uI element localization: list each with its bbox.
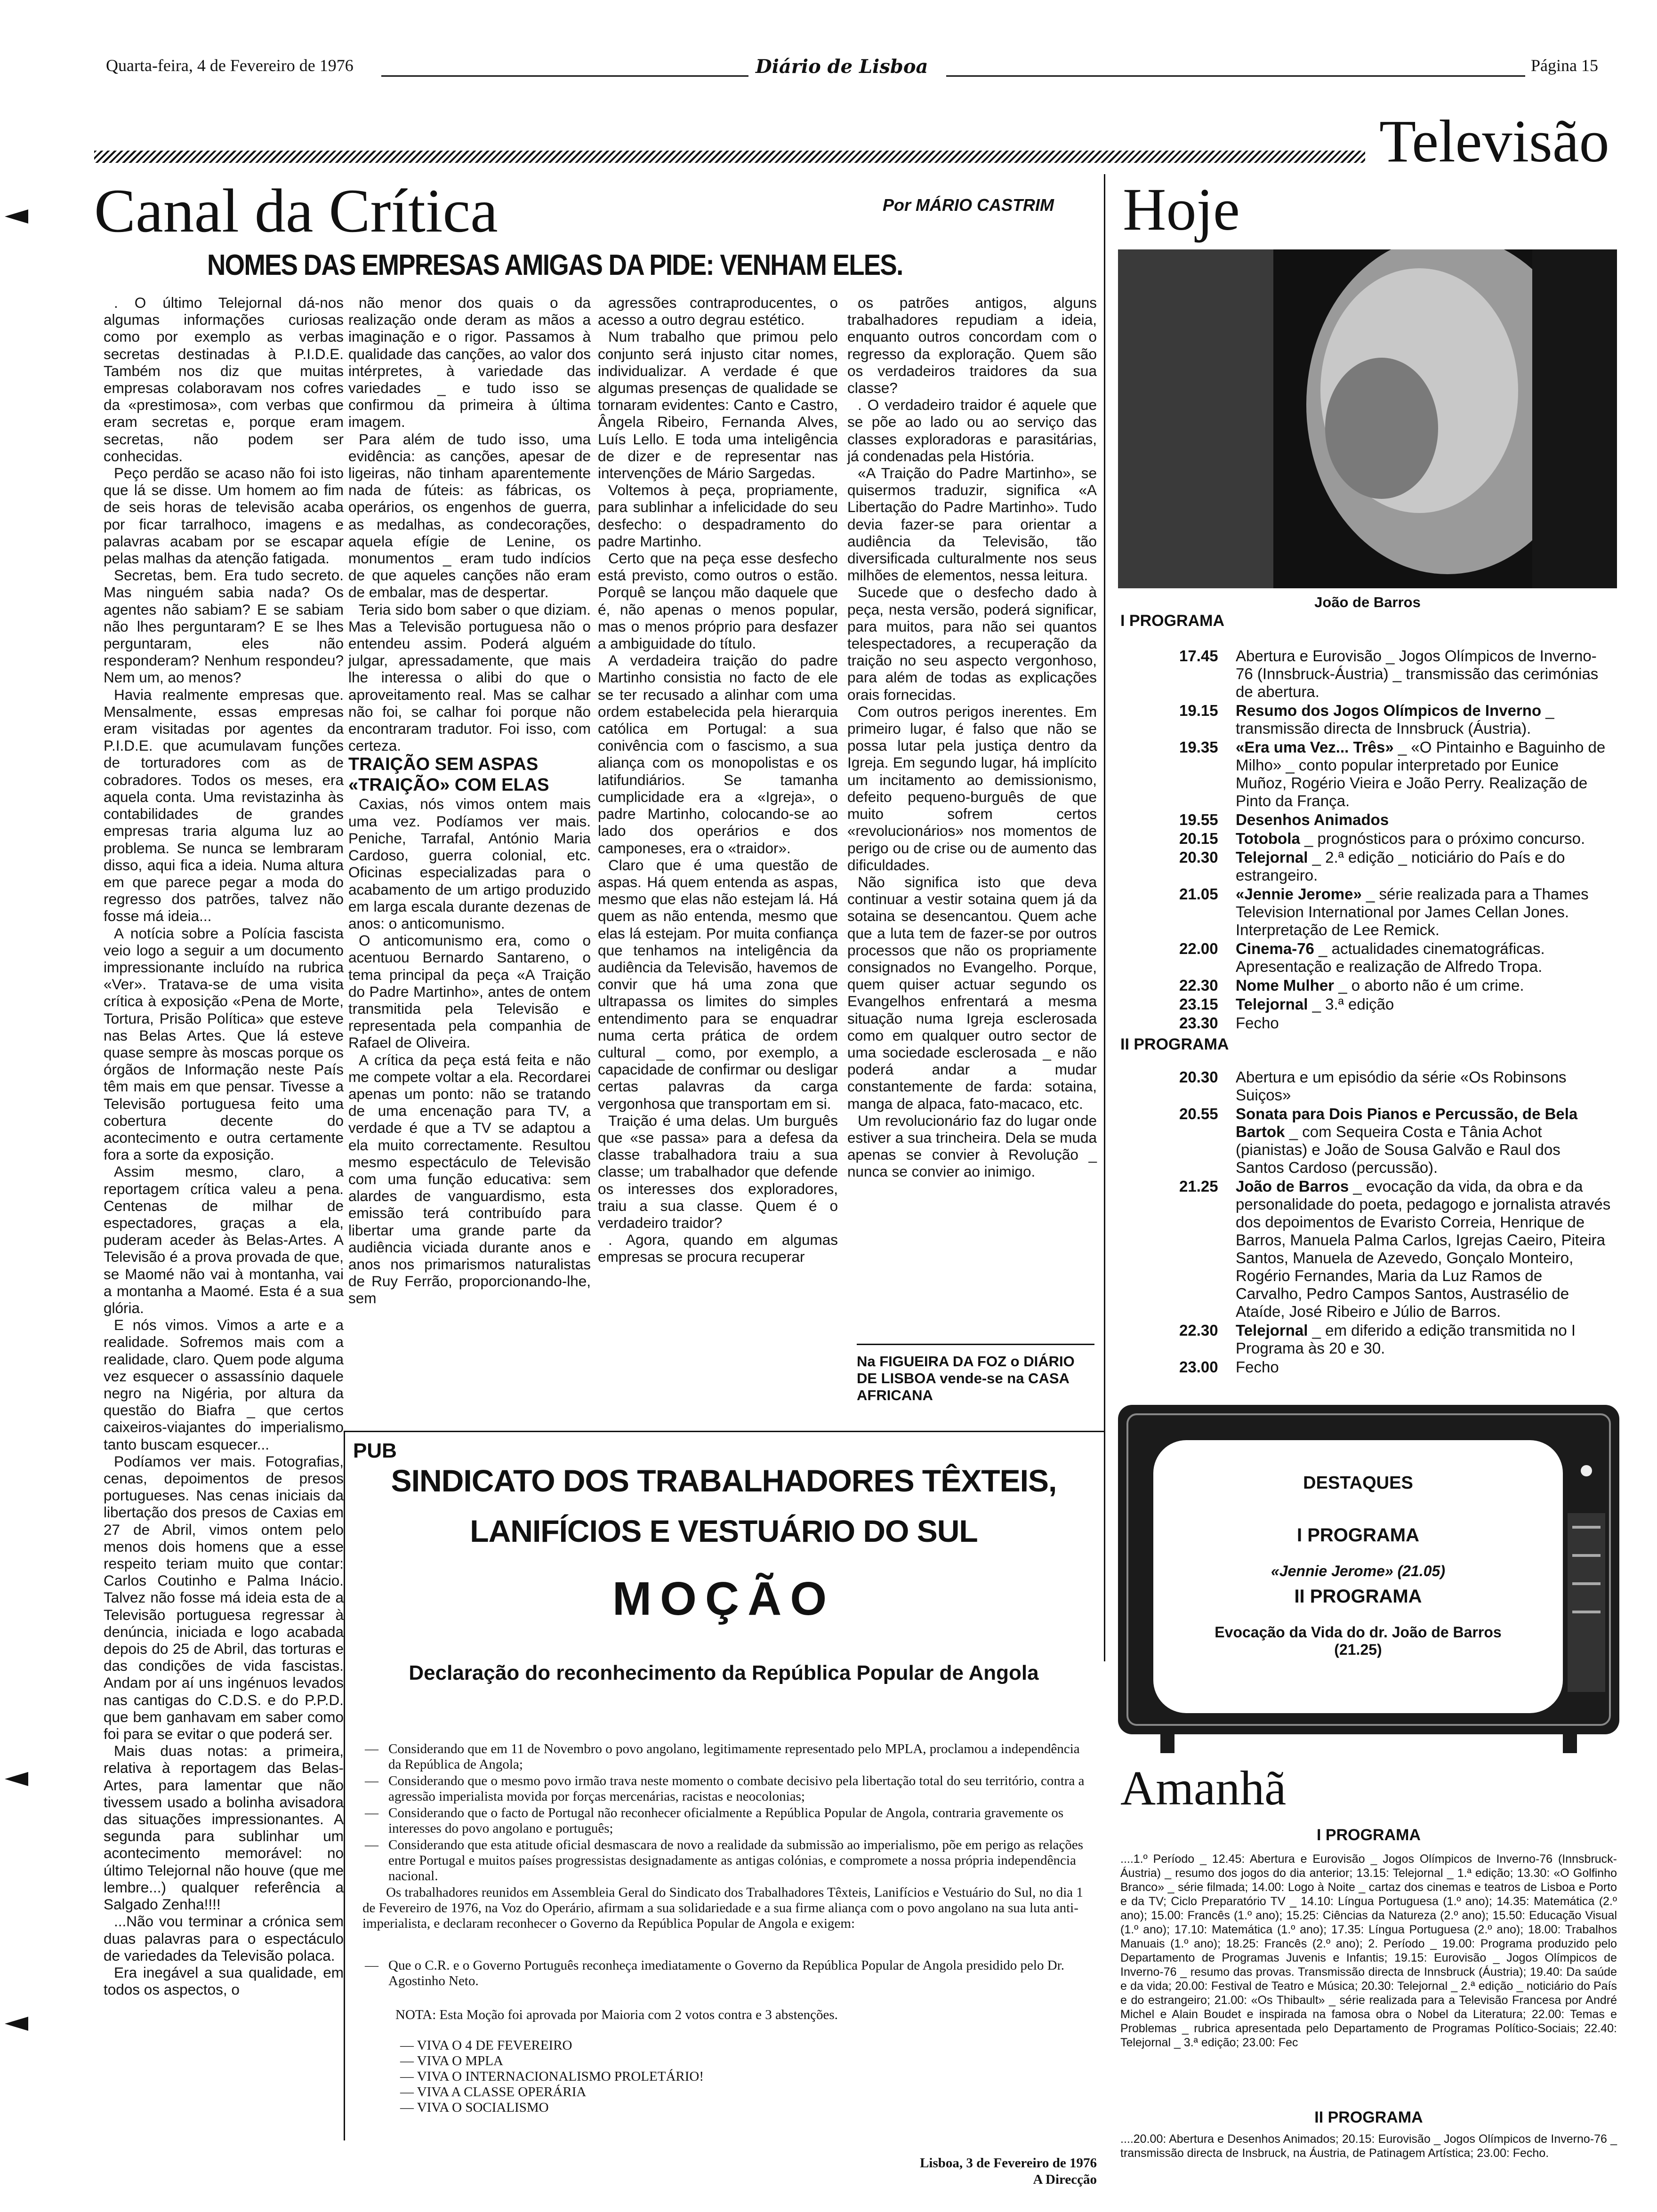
- article-col-4: [847, 294, 1097, 1180]
- paragraph: Sucede que o desfecho dado à peça, nesta versão, poderá significar, para muitos, para não sei quantos telespectadores, a recuperação da traição no seu aspecto vergonhoso, para além de todas as explicações orais fornecidas.: [847, 584, 1097, 703]
- paragraph: agressões contraproducentes, o acesso a outro degrau estético.: [598, 294, 838, 329]
- edge-mark-icon: [5, 207, 33, 226]
- highlights-title: DESTAQUES: [1303, 1473, 1413, 1493]
- header-rule-right: [946, 75, 1525, 77]
- schedule-description: [1236, 1068, 1612, 1104]
- paragraph: . Agora, quando em algumas empresas se procura recuperar: [598, 1231, 838, 1266]
- pub-signoff-date: Lisboa, 3 de Fevereiro de 1976: [920, 2156, 1097, 2171]
- notice-rule: [857, 1344, 1094, 1345]
- subheading: TRAIÇÃO SEM ASPAS «TRAIÇÃO» COM ELAS: [348, 754, 549, 795]
- schedule-description: [1236, 885, 1612, 939]
- list-item: — Considerando que esta atitude oficial desmascara de novo a realidade da submissão ao imperialismo, põe em perigo as relações entre Portugal e muitos países progressistas designadamente as antigas colónias, e compromete a nossa própria independência nacional.: [365, 1837, 1084, 1883]
- tomorrow-prog2-text: ....20.00: Abertura e Desenhos Animados; 20.15: Eurovisão _ Jogos Olímpicos de Inverno-76 _ transmissão directa de Insbruck, na Áustria, de Patinagem Artística; 23.00: Fecho.: [1120, 2132, 1617, 2160]
- schedule-row: [1179, 702, 1612, 737]
- programme-name: Telejornal: [1236, 1322, 1308, 1339]
- schedule-row: [1179, 830, 1612, 848]
- paragraph: Não significa isto que deva continuar a vestir sotaina quem já da sotaina se desencantou. Quem ache que a luta tem de fazer-se por outros processos que não os propriamente consignados no Evangelho. Porque, quem quiser actuar segundo os Evangelhos enfrentará a mesma situação numa Igreja esclerosada como em qualquer outro sector de uma sociedade esclerosada _ e não poderá andar a mudar constantemente de farda: sotaina, manga de alpaca, fato-macaco, etc.: [847, 873, 1097, 1112]
- programme-details: _ 2.ª edição _ noticiário do País e do estrangeiro.: [1236, 849, 1565, 884]
- programme-details: _ «O Pintainho e Baguinho de Milho» _ conto popular interpretado por Eunice Muñoz, Rogério Vieira e João Perry. Realização de Pinto da França.: [1236, 738, 1606, 809]
- paragraph: A crítica da peça está feita e não me compete voltar a ela. Recordarei apenas um ponto: não se tratando de uma encenação para TV, a verdade é que a TV se adaptou a ela muito correctamente. Resultou mesmo espectáculo de Televisão com uma função educativa: sem alardes de vanguardismo, esta emissão terá contribuído para libertar uma grande parte da audiência viciada durante anos e anos nos primarismos naturalistas de Ruy Ferrão, proporcionando-lhe, sem: [348, 1051, 591, 1307]
- prog1-schedule: [1179, 647, 1612, 1033]
- list-item: — VIVA O 4 DE FEVEREIRO: [400, 2038, 572, 2053]
- schedule-description: [1236, 1014, 1612, 1032]
- paragraph: Teria sido bom saber o que diziam. Mas a Televisão portuguesa não o entendeu assim. Poderá alguém julgar, apressadamente, que mais lhe interessa o alibi do que o aproveitamento real. Mas se calhar não foi, se calhar foi porque não encontraram tradutor. Foi isso, com certeza.: [348, 601, 591, 754]
- tomorrow-prog1-heading: I PROGRAMA: [1317, 1826, 1421, 1844]
- programme-details: Fecho: [1236, 1358, 1279, 1376]
- tv-set-illustration: [1118, 1405, 1619, 1753]
- programme-name: Telejornal: [1236, 849, 1308, 866]
- programme-details: _ em diferido a edição transmitida no I Programa às 20 e 30.: [1236, 1322, 1576, 1357]
- article-col-1: [104, 294, 344, 1998]
- schedule-row: [1179, 885, 1612, 939]
- paragraph: Com outros perigos inerentes. Em primeiro lugar, é falso que não se possa lutar pela justiça dentro da Igreja. Em segundo lugar, há implícito um incitamento ao demissionismo, defeito pequeno-burguês de que muito sofrem certos «revolucionários» nos momentos de perigo ou de crise ou de aumento das dificuldades.: [847, 703, 1097, 874]
- schedule-time: 20.15: [1179, 830, 1218, 847]
- programme-name: Cinema-76: [1236, 940, 1314, 957]
- headline: NOMES DAS EMPRESAS AMIGAS DA PIDE: VENHAM ELES.: [207, 249, 903, 281]
- highlights-prog1-item: «Jennie Jerome» (21.05): [1271, 1563, 1445, 1579]
- programme-details: Fecho: [1236, 1014, 1279, 1032]
- programme-name: Telejornal: [1236, 995, 1308, 1013]
- paragraph: Traição é uma delas. Um burguês que «se passa» para a defesa da classe trabalhadora traiu a sua classe; um trabalhador que defende os interesses dos exploradores, traiu a sua classe. Quem é o verdadeiro traidor?: [598, 1112, 838, 1231]
- schedule-description: [1236, 738, 1612, 810]
- page-number: Página 15: [1531, 56, 1598, 75]
- paragraph: O anticomunismo era, como o acentuou Bernardo Santareno, o tema principal da peça «A Traição do Padre Martinho», antes de ontem transmitida pela Televisão e representada pela companhia de Rafael de Oliveira.: [348, 932, 591, 1051]
- paragraph: E nós vimos. Vimos a arte e a realidade. Sofremos mais com a realidade, claro. Quem pode alguma vez esquecer o assassínio daquele negro na Nigéria, por altura da questão do Biafra _ que certos caixeiros-viajantes do imperialismo tanto buscam esquecer...: [104, 1316, 344, 1453]
- programme-details: _ prognósticos para o próximo concurso.: [1300, 830, 1585, 847]
- notice: Na FIGUEIRA DA FOZ o DIÁRIO DE LISBOA vende-se na CASA AFRICANA: [857, 1353, 1075, 1403]
- programme-name: Desenhos Animados: [1236, 811, 1389, 828]
- paragraph: Havia realmente empresas que. Mensalmente, essas empresas eram visitadas por agentes da P.I.D.E. que acumulavam funções de torturadores com as de cobradores. Todos os meses, era aquela conta. Uma revistazinha às contabilidades de grandes empresas traria alguma luz ao problema. Se nunca se lembraram disso, aqui fica a ideia. Numa altura em que parece pegar a moda do regresso dos patrões, talvez não fosse má ideia...: [104, 686, 344, 925]
- pub-vivas: [400, 2038, 965, 2116]
- photo-caption: João de Barros: [1314, 594, 1421, 610]
- article-col-3: [598, 294, 838, 1266]
- paragraph: não menor dos quais o da realização onde deram as mãos a imaginação e o rigor. Passamos à qualidade das canções, ao valor dos intérpretes, à variedade das variedades _ e tudo isso se confirmou da primeira à última imagem.: [348, 294, 591, 431]
- schedule-row: [1179, 995, 1612, 1013]
- paragraph: os patrões antigos, alguns trabalhadores repudiam a ideia, enquanto outros concordam com o regresso da exploração. Quem são os verdadeiros traidores da sua classe?: [847, 294, 1097, 397]
- prog1-heading: I PROGRAMA: [1120, 612, 1224, 630]
- paragraph: Caxias, nós vimos ontem mais uma vez. Podíamos ver mais. Peniche, Tarrafal, António Maria Cardoso, guerra colonial, etc. Oficinas especializadas para o acabamento de um artigo produzido em larga escala durante dezenas de anos: o anticomunismo.: [348, 795, 591, 932]
- schedule-row: [1179, 1358, 1612, 1376]
- programme-name: Totobola: [1236, 830, 1300, 847]
- schedule-description: [1236, 1322, 1612, 1357]
- edge-mark-icon: [5, 2014, 33, 2033]
- pub-org-line2: LANIFÍCIOS E VESTUÁRIO DO SUL: [470, 1514, 978, 1548]
- schedule-description: [1236, 1105, 1612, 1177]
- paragraph: Assim mesmo, claro, a reportagem crítica valeu a pena. Centenas de milhar de espectadores, graças a ela, puderam aceder às Belas-Artes. A Televisão é a prova provada de que, se Maomé não vai à montanha, vai a montanha a Maomé. Esta é a sua glória.: [104, 1163, 344, 1316]
- schedule-description: [1236, 940, 1612, 976]
- paragraph: Peço perdão se acaso não foi isto que lá se disse. Um homem ao fim de seis horas de televisão acaba por ficar tarralhoco, imagens e palavras acabam por se escapar pelas malhas da atenção fatigada.: [104, 465, 344, 567]
- tomorrow-heading: Amanhã: [1120, 1761, 1287, 1815]
- schedule-time: 22.30: [1179, 1322, 1218, 1339]
- schedule-time: 23.00: [1179, 1358, 1218, 1376]
- paragraph: Voltemos à peça, propriamente, para sublinhar a infelicidade do seu desfecho: o despadramento do padre Martinho.: [598, 481, 838, 550]
- decorative-hatch-band: [94, 151, 1365, 163]
- schedule-time: 20.30: [1179, 1068, 1218, 1086]
- schedule-time: 19.15: [1179, 702, 1218, 719]
- pub-demand: — Que o C.R. e o Governo Português reconheça imediatamente o Governo da República Popular de Angola presidido pelo Dr. Agostinho Neto.: [365, 1958, 1064, 1988]
- pub-org-line1: SINDICATO DOS TRABALHADORES TÊXTEIS,: [391, 1463, 1057, 1498]
- column-title: Canal da Crítica: [94, 176, 498, 245]
- schedule-row: [1179, 1105, 1612, 1177]
- paragraph: Num trabalho que primou pelo conjunto será injusto citar nomes, individualizar. A verdade é que algumas presenças de qualidade se tornaram evidentes: Canto e Castro, Ângela Ribeiro, Fernanda Alves, Luís Lello. E toda uma inteligência de dizer e de representar nas intervenções de Mário Sargedas.: [598, 328, 838, 482]
- paragraph: Podíamos ver mais. Fotografias, cenas, depoimentos de presos portugueses. Nas cenas iniciais da libertação dos presos de Caxias em 27 de Abril, vimos ontem pelo menos dois homens que a esse respeito teriam muito que contar: Carlos Coutinho e Palma Inácio. Talvez não fosse má ideia esta de a Televisão portuguesa regressar à denúncia, iniciada e logo acabada depois do 25 de Abril, das torturas e das condições de vida fascistas. Andam por aí uns ingénuos levados nas cantigas do C.D.S. e do P.P.D. que bem ganhavam em saber como foi para se evitar o que poderá ser.: [104, 1452, 344, 1743]
- schedule-time: 21.25: [1179, 1178, 1218, 1195]
- schedule-row: [1179, 849, 1612, 884]
- schedule-description: [1236, 1178, 1612, 1321]
- schedule-row: [1179, 647, 1612, 701]
- list-item: — Considerando que em 11 de Novembro o povo angolano, legitimamente representado pelo MPLA, proclamou a independência da República de Angola;: [365, 1741, 1080, 1772]
- portrait-photo: [1118, 249, 1617, 588]
- schedule-time: 23.15: [1179, 995, 1218, 1013]
- paragraph: Claro que é uma questão de aspas. Há quem entenda as aspas, mesmo que elas não estejam lá. Há quem as não entenda, mesmo que elas lá estejam. Por muita confiança que tenhamos na inteligência da audiência da Televisão, havemos de convir que há uma zona que ultrapassa os limites do simples entendimento para se enquadrar numa certa prática de ordem cultural _ como, por exemplo, a capacidade de confirmar ou desligar certas palavras da carga vergonhosa que transportam em si.: [598, 856, 838, 1112]
- schedule-time: 22.00: [1179, 940, 1218, 957]
- pub-title: MOÇÃO: [612, 1572, 836, 1625]
- schedule-row: [1179, 1322, 1612, 1357]
- pub-label: PUB: [353, 1439, 397, 1462]
- paragraph: A verdadeira traição do padre Martinho consistia no facto de ele se ter recusado a alinhar com uma ordem estabelecida pela hierarquia católica em Portugal: a sua conivência com o fascismo, a sua aliança com os monopolistas e os latifundiários. Se tamanha cumplicidade era a «Igreja», o padre Martinho, colocando-se ao lado dos operários e dos camponeses, era o «traidor».: [598, 652, 838, 857]
- pub-signoff: A Direcção: [1033, 2172, 1097, 2187]
- paragraph: Um revolucionário faz do lugar onde estiver a sua trincheira. Dela se muda apenas se convier à Revolução _ nunca se convier ao inimigo.: [847, 1112, 1097, 1180]
- pub-considerations: [365, 1741, 1090, 1885]
- schedule-row: [1179, 1068, 1612, 1104]
- list-item: — VIVA O SOCIALISMO: [400, 2100, 549, 2115]
- programme-details: _ 3.ª edição: [1308, 995, 1394, 1013]
- schedule-row: [1179, 1014, 1612, 1032]
- paragraph: Para além de tudo isso, uma evidência: as canções, apesar de ligeiras, não tinham aparentemente nada de fúteis: as fábricas, os operários, os engenhos de guerra, as medalhas, as condecorações, aquela efígie de Lenine, os monumentos _ eram tudo indícios de que aqueles canções não eram de embalar, mas de despertar.: [348, 430, 591, 601]
- highlights-prog2-item: Evocação da Vida do dr. João de Barros (21.25): [1215, 1624, 1502, 1658]
- paragraph: ...Não vou terminar a crónica sem duas palavras para o espectáculo de variedades da Televisão polaca.: [104, 1913, 344, 1964]
- tomorrow-prog1-text: ....1.º Período _ 12.45: Abertura e Eurovisão _ Jogos Olímpicos de Inverno-76 (Innsbruck-Áustria) _ resumo dos jogos do dia anterior; 13.15: Telejornal _ 1.ª edição; 13.30: «O Golfinho Branco» _ série filmada; 14.00: Logo à Noite _ cartaz dos cinemas e teatros de Lisboa e Porto e da TV; Ciclo Preparatório TV _ 14.10: Língua Portuguesa (1.º ano); 14.35: Matemática (2.º ano); 15.00: Francês (1.º ano); 15.25: Ciências da Natureza (2.º ano); 15.50: Educação Visual (1.º ano); 17.10: Matemática (1.º ano); 17.35: Língua Portuguesa (2.º ano); 18.00: Trabalhos Manuais (1.º ano); 18.25: Francês (2.º ano); 2. Período _ 19.00: Programa produzido pelo Departamento de Programas Juvenis e Infantis; 19.15: Eurovisão _ Jogos Olímpicos de Inverno-76 _ resumo das provas. Transmissão directa de Innsbruck (Áustria); 19.40: Da saúde e da vida; 20.00: Festival de Teatro e Música; 20.30: Telejornal _ 2.ª edição _ noticiário do País e do estrangeiro; 21.00: «Os Thibault» _ série realizada para a Televisão Francesa por André Michel e Alain Boudet e inspirada na famosa obra o Nobel da Literatura; 22.00: Temas e Problemas _ rubrica apresentada pelo Departamento de Programas Político-Sociais; 22.40: Telejornal _ 3.ª edição; 23.00: Fec: [1120, 1852, 1617, 2049]
- today-heading: Hoje: [1123, 176, 1240, 243]
- pub-resolution: Os trabalhadores reunidos em Assembleia Geral do Sindicato dos Trabalhadores Têxteis, Lanifícios e Vestuário do Sul, no dia 1 de Fevereiro de 1976, na Voz do Operário, afirmam a sua solidariedade e a sua firme aliança com o povo angolano na sua luta anti-imperialista, e declaram reconhecer o Governo da República Popular de Angola e exigem:: [362, 1885, 1083, 1931]
- programme-details: _ com Sequeira Costa e Tânia Achot (pianistas) e João de Sousa Galvão e Raul dos Santos Cardoso (percussão).: [1236, 1123, 1560, 1176]
- prog2-heading: II PROGRAMA: [1120, 1035, 1229, 1053]
- paragraph: Era inegável a sua qualidade, em todos os aspectos, o: [104, 1964, 344, 1998]
- programme-details: _ transmissão directa de Innsbruck (Áustria).: [1236, 702, 1554, 737]
- paragraph: . O verdadeiro traidor é aquele que se põe ao lado ou ao serviço das classes exploradoras e parasitárias, já condenadas pela História.: [847, 396, 1097, 465]
- schedule-row: [1179, 977, 1612, 994]
- list-item: — VIVA O MPLA: [400, 2053, 503, 2068]
- schedule-row: [1179, 940, 1612, 976]
- programme-name: «Jennie Jerome»: [1236, 885, 1362, 903]
- schedule-time: 21.05: [1179, 885, 1218, 903]
- programme-details: Abertura e um episódio da série «Os Robinsons Suiços»: [1236, 1068, 1567, 1104]
- edge-mark-icon: [5, 1770, 33, 1788]
- schedule-row: [1179, 738, 1612, 810]
- paragraph: Secretas, bem. Era tudo secreto. Mas ninguém sabia nada? Os agentes não sabiam? E se sabiam não lhes perguntaram? E se lhes perguntaram, eles não responderam? Nenhum respondeu? Nem um, ao menos?: [104, 567, 344, 686]
- schedule-description: [1236, 977, 1612, 994]
- schedule-description: [1236, 830, 1612, 848]
- programme-name: João de Barros: [1236, 1178, 1349, 1195]
- paragraph: Certo que na peça esse desfecho está previsto, como outros o estão. Porquê se lançou mão daquele que é, não apenas o menos popular, mas o menos próprio para desfazer a ambiguidade do título.: [598, 550, 838, 652]
- highlights-prog1: I PROGRAMA: [1297, 1525, 1419, 1546]
- schedule-description: [1236, 647, 1612, 701]
- programme-details: _ evocação da vida, da obra e da personalidade do poeta, pedagogo e jornalista através dos depoimentos de Evaristo Correia, Henrique de Barros, Manuela Palma Carlos, Igrejas Caeiro, Piteira Santos, Manuela de Azevedo, Gonçalo Monteiro, Rogério Fernandes, Maria da Luz Ramos de Carvalho, Pedro Campos Santos, Austrasélio de Ataíde, José Ribeiro e Júlio de Barros.: [1236, 1178, 1611, 1320]
- pub-note: NOTA: Esta Moção foi aprovada por Maioria com 2 votos contra e 3 abstenções.: [395, 2007, 838, 2022]
- schedule-time: 20.55: [1179, 1105, 1218, 1122]
- list-item: — Considerando que o mesmo povo irmão trava neste momento o combate decisivo pela libertação total do seu território, contra a agressão imperialista movida por forças mercenárias, racistas e neocolonias;: [365, 1773, 1085, 1804]
- list-item: — VIVA A CLASSE OPERÁRIA: [400, 2084, 587, 2100]
- highlights-prog2: II PROGRAMA: [1294, 1586, 1422, 1607]
- schedule-description: [1236, 702, 1612, 737]
- schedule-time: 23.30: [1179, 1014, 1218, 1032]
- programme-name: «Era uma Vez... Três»: [1236, 738, 1394, 756]
- schedule-time: 20.30: [1179, 849, 1218, 866]
- schedule-time: 19.35: [1179, 738, 1218, 756]
- portrait-silhouette: [1118, 249, 1617, 588]
- article-col-2: [348, 294, 591, 1307]
- schedule-description: [1236, 849, 1612, 884]
- schedule-description: [1236, 995, 1612, 1013]
- paragraph: A notícia sobre a Polícia fascista veio logo a seguir a um documento impressionante incluído na rubrica «Ver». Tratava-se de uma visita crítica à exposição «Pena de Morte, Tortura, Prisão Política» que esteve nas Belas Artes. Que lá esteve quase sempre às moscas porque os órgãos de Informação neste País têm mais em que pensar. Tivesse a Televisão portuguesa feito uma cobertura decente do acontecimento e outra certamente fora a sorte da exposição.: [104, 924, 344, 1163]
- header-date: Quarta-feira, 4 de Fevereiro de 1976: [106, 56, 354, 75]
- schedule-row: [1179, 1178, 1612, 1321]
- programme-details: _ o aborto não é um crime.: [1334, 977, 1524, 994]
- paragraph: Mais duas notas: a primeira, relativa à reportagem das Belas-Artes, para lamentar que não tivessem usado a bolinha avisadora das situações impressionantes. A segunda para sublinhar um acontecimento memorável: no último Telejornal não houve (que me lembre...) qualquer referência a Salgado Zenha!!!!: [104, 1742, 344, 1913]
- schedule-description: [1236, 811, 1612, 829]
- masthead: Diário de Lisboa: [756, 56, 928, 78]
- list-item: — Considerando que o facto de Portugal não reconhecer oficialmente a República Popular de Angola, contraria gravemente os interesses do povo angolano e português;: [365, 1805, 1064, 1836]
- paragraph: «A Traição do Padre Martinho», se quisermos traduzir, significa «A Libertação do Padre Martinho». Tudo devia fazer-se para orientar a audiência da Televisão, tão diversificada culturalmente nos seus milhões de elementos, nessa leitura.: [847, 465, 1097, 584]
- schedule-time: 17.45: [1179, 647, 1218, 665]
- programme-name: Resumo dos Jogos Olímpicos de Inverno: [1236, 702, 1542, 719]
- tomorrow-prog2-heading: II PROGRAMA: [1314, 2108, 1423, 2126]
- pub-subtitle: Declaração do reconhecimento da República Popular de Angola: [409, 1661, 1039, 1684]
- prog2-schedule: [1179, 1068, 1612, 1377]
- list-item: — VIVA O INTERNACIONALISMO PROLETÁRIO!: [400, 2069, 704, 2084]
- programme-details: Abertura e Eurovisão _ Jogos Olímpicos de Inverno-76 (Innsbruck-Áustria) _ transmissão das cerimónias de abertura.: [1236, 647, 1599, 700]
- section-title: Televisão: [1379, 108, 1609, 175]
- schedule-time: 22.30: [1179, 977, 1218, 994]
- header-rule-left: [381, 75, 748, 77]
- programme-details: _ actualidades cinematográficas. Apresentação e realização de Alfredo Tropa.: [1236, 940, 1545, 975]
- byline: Por MÁRIO CASTRIM: [883, 195, 1054, 215]
- schedule-time: 19.55: [1179, 811, 1218, 828]
- programme-name: Sonata para Dois Pianos e Percussão, de Bela Bartok: [1236, 1105, 1578, 1140]
- programme-details: _ série realizada para a Thames Television International por James Cellan Jones. Interpretação de Lee Remick.: [1236, 885, 1589, 938]
- programme-name: Nome Mulher: [1236, 977, 1335, 994]
- schedule-row: [1179, 811, 1612, 829]
- schedule-description: [1236, 1358, 1612, 1376]
- paragraph: . O último Telejornal dá-nos algumas informações curiosas como por exemplo as verbas secretas destinadas à P.I.D.E. Também nos diz que muitas empresas colaboravam nos cofres da «prestimosa», com verbas que eram secretas e, porque eram secretas, não podem ser conhecidas.: [104, 294, 344, 465]
